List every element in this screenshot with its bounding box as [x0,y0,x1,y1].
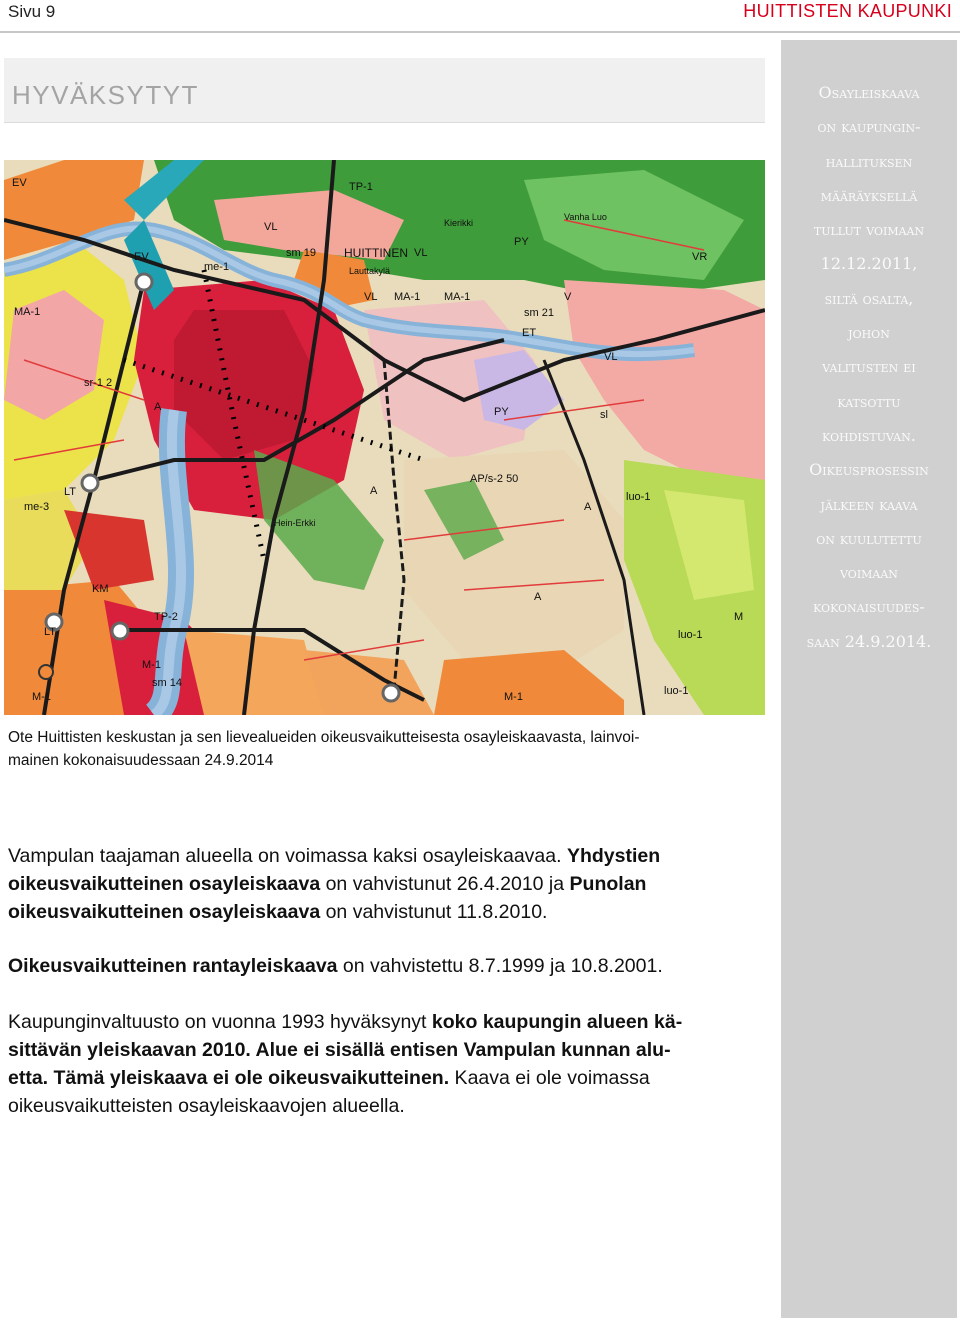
map-label-v: V [564,291,572,303]
text-run-bold: Punolan [569,873,647,895]
paragraph-1-line-3 [8,898,768,926]
sidebar-note-line: on kaupungin- [817,117,921,137]
sidebar-note-text [785,76,953,659]
map-label-luo1-c: luo-1 [664,685,689,697]
map-label-ma1-a: MA-1 [394,291,421,303]
map-label-me1: me-1 [204,261,230,273]
map-label-ev-2: EV [134,251,149,263]
map-label-py-1: PY [514,236,529,248]
map-label-vl-2: VL [364,291,378,303]
sidebar-note-line: jälkeen kaava [820,494,918,514]
map-label-luo1-a: luo-1 [626,491,651,503]
paragraph-1 [8,842,768,926]
map-label-me3: me-3 [24,501,50,513]
paragraph-3-line-4 [8,1092,768,1120]
sidebar-note-line: katsottu [837,391,901,411]
map-label-vr: VR [692,251,708,263]
map-label-km: KM [92,583,109,595]
map-label-et: ET [522,327,537,339]
map-label-sm19: sm 19 [286,247,316,259]
map-label-kierikki: Kierikki [444,218,474,228]
zoning-map-image [4,160,765,715]
text-run: on vahvistunut 11.8.2010. [320,901,548,923]
text-run: Kaupunginvaltuusto on vuonna 1993 hyväksynyt [8,1011,432,1033]
map-label-a-3: A [584,501,592,513]
map-label-a-4: A [534,591,542,603]
text-run-bold: sittävän yleiskaavan 2010. Alue ei sisällä entisen Vampulan kunnan alu- [8,1039,671,1061]
header-divider [0,31,960,33]
sidebar-note-line: voimaan [840,563,898,583]
paragraph-2-line-1 [8,952,768,980]
sidebar-note-line: tullut voimaan [813,220,925,240]
sidebar-note-line: siltä osalta, [824,288,914,308]
caption-line-1: Ote Huittisten keskustan ja sen lievealueiden oikeusvaikutteisesta osayleiskaavasta, lainvoi- [8,729,640,746]
text-run: Vampulan taajaman alueella on voimassa kaksi osayleiskaavaa. [8,845,567,867]
sidebar-note-line: saan 24.9.2014. [806,631,932,651]
map-label-lauttakyla: Lauttakylä [349,266,391,276]
text-run-bold: Oikeusvaikutteinen rantayleiskaava [8,955,338,977]
text-run-bold: etta. Tämä yleiskaava ei ole oikeusvaikutteinen. [8,1067,450,1089]
sidebar-note-line: Oikeusprosessin [809,460,929,480]
map-label-vanha-luo: Vanha Luo [564,212,607,222]
text-run-bold: oikeusvaikutteinen osayleiskaava [8,873,321,895]
sidebar-note-line: on kuulutettu [816,528,922,548]
zoning-map [4,160,765,715]
map-label-ma1-b: MA-1 [444,291,471,303]
map-caption [8,726,768,772]
map-label-sm21: sm 21 [524,307,554,319]
map-label-py-2: PY [494,406,509,418]
map-label-hein-erkki: Hein-Erkki [274,518,316,528]
map-label-ma1-west: MA-1 [14,306,41,318]
map-label-ev-1: EV [12,177,27,189]
paragraph-1-line-2 [8,870,768,898]
paragraph-3-line-2 [8,1036,768,1064]
text-run-bold: oikeusvaikutteinen osayleiskaava [8,901,321,923]
map-label-vl-3: VL [604,351,618,363]
map-label-luo1-b: luo-1 [678,629,703,641]
map-label-tp1: TP-1 [349,181,373,193]
paragraph-3 [8,1008,768,1120]
caption-line-2: mainen kokonaisuudessaan 24.9.2014 [8,752,274,769]
sidebar-note-line: määräyksellä [820,185,918,205]
map-label-m1-b: M-1 [32,691,51,703]
map-label-vl-4: VL [414,247,428,259]
section-title: HYVÄKSYTYT [12,80,199,110]
sidebar-note-line: Osayleiskaava [818,83,920,102]
text-run-bold: koko kaupungin alueen kä- [431,1011,683,1033]
map-label-sl: sl [600,409,608,421]
map-label-lt-2: LT [44,626,57,638]
text-run: on vahvistunut 26.4.2010 ja [320,873,570,895]
page-number: Sivu 9 [8,2,56,21]
text-run: oikeusvaikutteisten osayleiskaavojen alueella. [8,1095,405,1117]
map-label-lt-1: LT [64,486,77,498]
section-title-box [4,58,765,123]
organization-name: HUITTISTEN KAUPUNKI [743,1,952,21]
map-label-m1-c: M-1 [504,691,523,703]
sidebar-note-line: johon [848,323,890,343]
map-label-huittinen: HUITTINEN [344,246,408,260]
text-run: on vahvistettu 8.7.1999 ja 10.8.2001. [337,955,663,977]
sidebar-note-line: kokonaisuudes- [813,597,925,617]
sidebar-note-line: hallituksen [825,151,913,171]
text-run: Kaava ei ole voimassa [449,1067,650,1089]
map-label-a-2: A [370,485,378,497]
paragraph-3-line-1 [8,1008,768,1036]
text-run-bold: Yhdystien [566,845,661,867]
map-label-vl-1: VL [264,221,278,233]
sidebar-note-line: kohdistuvan. [822,425,916,445]
paragraph-1-line-1 [8,842,768,870]
map-label-tp2: TP-2 [154,611,178,623]
map-label-a-1: A [154,401,162,413]
paragraph-2 [8,952,768,980]
paragraph-3-line-3 [8,1064,768,1092]
sidebar-note [781,40,957,1318]
map-label-sr: sr-1 2 [84,377,113,389]
sidebar-note-line: valitusten ei [822,357,916,377]
sidebar-note-line: 12.12.2011, [820,254,918,274]
map-label-ap: AP/s-2 50 [470,473,519,485]
map-label-sm14: sm 14 [152,677,182,689]
map-label-m1-a: M-1 [142,659,161,671]
map-label-m: M [734,611,744,623]
